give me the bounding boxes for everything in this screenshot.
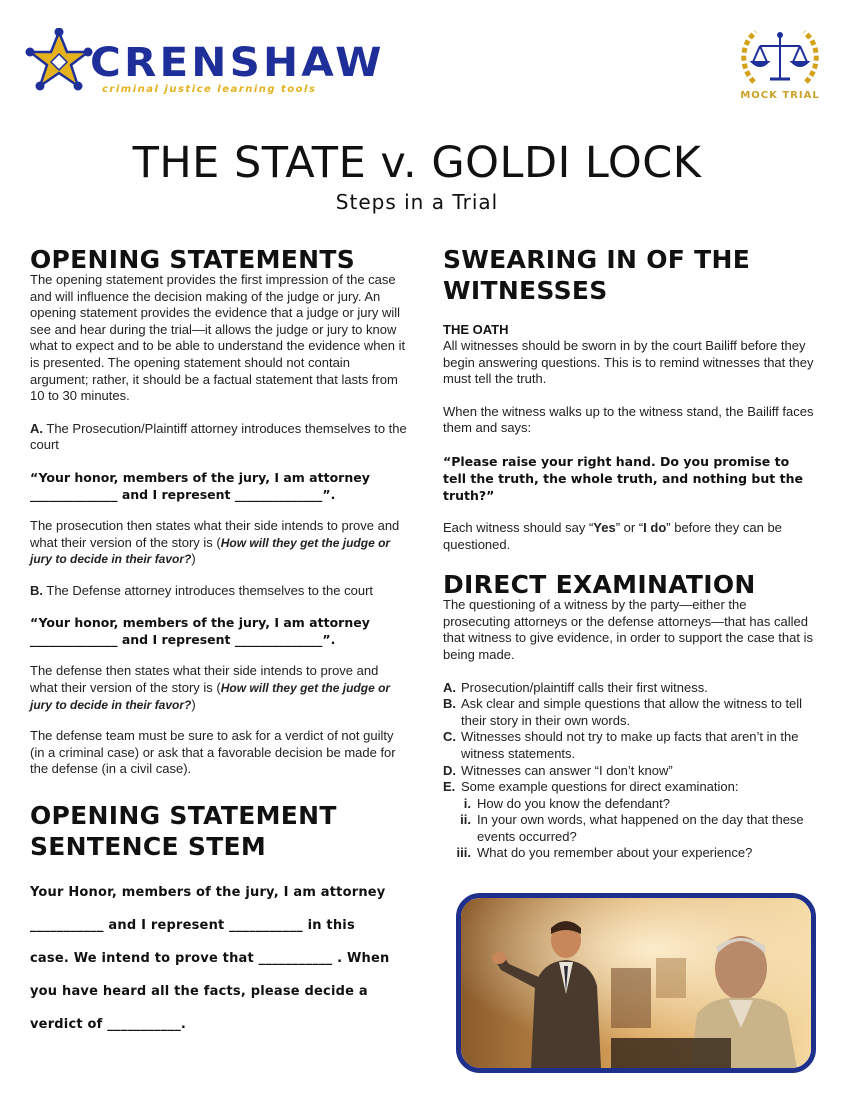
- direct-intro: The questioning of a witness by the party—either the prosecuting attorneys or the defense attorneys—that has called that witness to give evidence, in order to support the case that is being made.: [443, 597, 813, 662]
- list-item: [443, 696, 815, 729]
- badge-label: MOCK TRIAL: [740, 90, 820, 101]
- opening-intro: The opening statement provides the first impression of the case and will influence the decision making of the judge or jury. An opening statement provides the evidence that a judge or jury will see and hear during the trial—it allows the judge or jury to know what to expect and to be able to understand the evidence when it is presented. The opening statement should not contain argument; rather, it should be a factual statement that lasts from 10 to 30 minutes.: [30, 272, 406, 404]
- step-b-label: B.: [30, 582, 43, 598]
- swearing-in-heading: SWEARING IN OF THE WITNESSES: [443, 245, 751, 305]
- sub-list-item: [443, 845, 815, 862]
- sub-item-text: How do you know the defendant?: [477, 795, 670, 811]
- item-label: E.: [443, 779, 456, 795]
- right-column: [443, 244, 815, 862]
- oath-label: THE OATH: [443, 322, 509, 337]
- item-label: B.: [443, 696, 456, 712]
- courtroom-photo-illustration: [461, 898, 811, 1068]
- sub-item-label: i.: [463, 795, 471, 811]
- defense-verdict-note: The defense team must be sure to ask for a verdict of not guilty (in a criminal case) or ask that a favorable decision be made for the defense (in a civil case).: [30, 728, 396, 777]
- item-label: A.: [443, 679, 456, 695]
- defense-statement-text: The defense then states what their side intends to prove and what their version of the story is (: [30, 663, 379, 695]
- step-b: [30, 583, 408, 600]
- step-a-text: The Prosecution/Plaintiff attorney introduces themselves to the court: [30, 420, 407, 453]
- direct-steps-list: [443, 680, 815, 863]
- list-item: [443, 779, 815, 796]
- item-text: Witnesses should not try to make up facts that aren’t in the witness statements.: [461, 729, 799, 761]
- item-text: Witnesses can answer “I don’t know”: [461, 762, 673, 778]
- step-a: [30, 421, 408, 454]
- answer-post: ” before they can be questioned.: [443, 519, 782, 552]
- mock-trial-badge: [734, 24, 826, 104]
- page-subtitle: Steps in a Trial: [335, 190, 499, 214]
- defense-statement-question: How will they get the judge or jury to decide in their favor?: [30, 680, 391, 712]
- list-item: [443, 763, 815, 780]
- list-item: [443, 680, 815, 697]
- logo-wordmark: CRENSHAW: [90, 40, 385, 86]
- item-text: Some example questions for direct examination:: [461, 779, 739, 795]
- sub-item-label: ii.: [460, 812, 471, 828]
- sub-list-item: [443, 796, 815, 813]
- sentence-stem-heading: OPENING STATEMENT SENTENCE STEM: [30, 800, 337, 861]
- sub-item-label: iii.: [456, 845, 471, 861]
- item-label: C.: [443, 729, 456, 745]
- oath-quote: “Please raise your right hand. Do you promise to tell the truth, the whole truth, and nothing but the truth?”: [443, 453, 803, 503]
- bailiff-text: When the witness walks up to the witness stand, the Bailiff faces them and says:: [443, 403, 814, 436]
- item-text: Prosecution/plaintiff calls their first witness.: [461, 679, 708, 695]
- paren-close: ): [191, 696, 196, 712]
- sentence-stem-text: Your Honor, members of the jury, I am attorney ___________ and I represent ___________ in this case. We intend to prove that ___________ . When you have heard all the facts, please decide a verdict of ___________.: [30, 884, 390, 1032]
- list-item: [443, 729, 815, 762]
- sub-item-text: In your own words, what happened on the day that these events occurred?: [477, 812, 804, 844]
- direct-examination-heading: DIRECT EXAMINATION: [443, 570, 756, 600]
- crenshaw-logo: [24, 28, 385, 98]
- sheriff-star-icon: [24, 28, 94, 98]
- left-column: [30, 244, 408, 1041]
- courtroom-photo: [456, 893, 816, 1073]
- prosecution-statement: [30, 518, 408, 568]
- answer-mid: ” or “: [615, 519, 644, 535]
- opening-statements-heading: OPENING STATEMENTS: [30, 245, 356, 274]
- prosecution-intro-quote: “Your honor, members of the jury, I am attorney ______________ and I represent ______________”.: [30, 469, 370, 502]
- oath-text: All witnesses should be sworn in by the court Bailiff before they begin answering questions. This is to remind witnesses that they must tell the truth.: [443, 338, 814, 387]
- page-title: THE STATE v. GOLDI LOCK: [132, 138, 702, 188]
- sub-item-text: What do you remember about your experience?: [477, 845, 753, 861]
- answer-pre: Each witness should say “: [443, 519, 594, 535]
- prosecution-statement-question: How will they get the judge or jury to decide in their favor?: [30, 535, 391, 567]
- prosecution-statement-text: The prosecution then states what their side intends to prove and what their version of the story is (: [30, 517, 400, 550]
- item-text: Ask clear and simple questions that allow the witness to tell their story in their own words.: [461, 696, 803, 728]
- item-label: D.: [443, 762, 456, 778]
- defense-statement: [30, 663, 408, 713]
- scales-of-justice-icon: [734, 24, 826, 90]
- sub-list-item: [443, 812, 815, 845]
- witness-answer: [443, 520, 815, 553]
- answer-yes: Yes: [593, 519, 616, 535]
- step-b-text: The Defense attorney introduces themselves to the court: [46, 582, 374, 598]
- logo-tagline: criminal justice learning tools: [102, 84, 317, 95]
- paren-close: ): [191, 551, 196, 567]
- answer-i-do: I do: [643, 519, 667, 535]
- defense-intro-quote: “Your honor, members of the jury, I am attorney ______________ and I represent ______________”.: [30, 615, 370, 648]
- step-a-label: A.: [30, 420, 43, 436]
